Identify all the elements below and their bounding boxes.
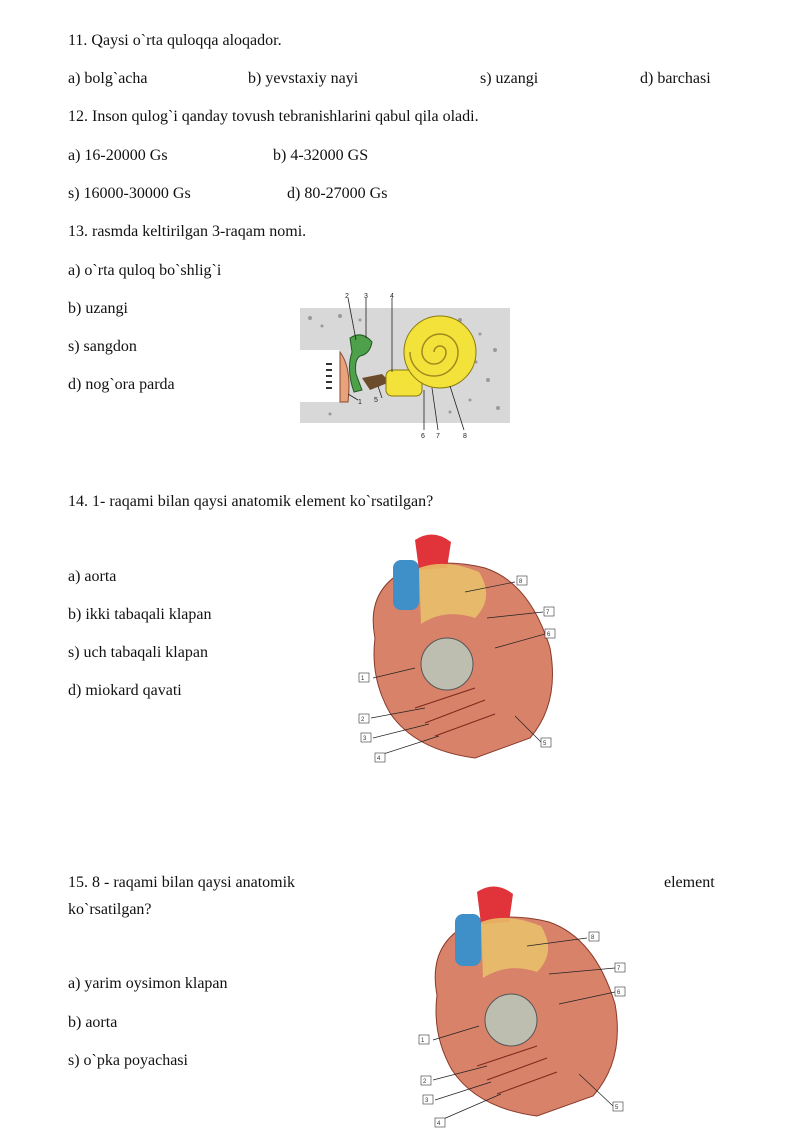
heart1-label-8: 8 <box>519 579 523 585</box>
ear-canal <box>300 350 340 402</box>
ear-label-6: 6 <box>421 433 425 440</box>
q13-option-a[interactable]: a) o`rta quloq bo`shlig`i <box>68 262 222 279</box>
q15-option-s[interactable]: s) o`pka poyachasi <box>68 1052 188 1069</box>
q11-question: 11. Qaysi o`rta quloqqa aloqador. <box>68 32 282 49</box>
heart1-label-3: 3 <box>363 736 367 742</box>
vena-cava <box>393 560 419 610</box>
q13-option-b[interactable]: b) uzangi <box>68 300 128 317</box>
heart-figure-q14 <box>355 528 565 768</box>
heart2-vena-cava <box>455 914 481 966</box>
ear-label-1: 1 <box>358 399 362 406</box>
q15-question-part2: element <box>664 874 715 891</box>
q13-option-s[interactable]: s) sangdon <box>68 338 137 355</box>
heart1-label-4: 4 <box>377 756 381 762</box>
q12-option-a[interactable]: a) 16-20000 Gs <box>68 147 168 164</box>
valve <box>421 638 473 690</box>
q14-question: 14. 1- raqami bilan qaysi anatomik element ko`rsatilgan? <box>68 493 434 510</box>
ear-label-3: 3 <box>364 293 368 300</box>
heart-figure-q15 <box>415 880 630 1130</box>
heart1-label-6: 6 <box>547 632 551 638</box>
heart2-valve <box>485 994 537 1046</box>
cochlea <box>404 316 476 388</box>
q14-option-b[interactable]: b) ikki tabaqali klapan <box>68 606 212 623</box>
ear-label-8: 8 <box>463 433 467 440</box>
q15-option-a[interactable]: a) yarim oysimon klapan <box>68 975 228 992</box>
heart2-label-7: 7 <box>617 966 621 972</box>
heart1-label-2: 2 <box>361 717 365 723</box>
heart1-label-5: 5 <box>543 741 547 747</box>
q12-option-s[interactable]: s) 16000-30000 Gs <box>68 185 191 202</box>
heart2-label-5: 5 <box>615 1105 619 1111</box>
ear-label-7: 7 <box>436 433 440 440</box>
q14-option-a[interactable]: a) aorta <box>68 568 117 585</box>
ear-anatomy-figure <box>300 290 510 440</box>
q14-option-s[interactable]: s) uch tabaqali klapan <box>68 644 208 661</box>
q15-question-part3: ko`rsatilgan? <box>68 901 152 918</box>
q15-question-part1: 15. 8 - raqami bilan qaysi anatomik <box>68 874 296 891</box>
q11-option-s[interactable]: s) uzangi <box>480 70 539 87</box>
q11-option-a[interactable]: a) bolg`acha <box>68 70 148 87</box>
ear-label-5: 5 <box>374 397 378 404</box>
q11-option-d[interactable]: d) barchasi <box>640 70 711 87</box>
heart1-label-1: 1 <box>361 676 365 682</box>
q15-option-b[interactable]: b) aorta <box>68 1014 118 1031</box>
heart2-label-6: 6 <box>617 990 621 996</box>
q12-option-b[interactable]: b) 4-32000 GS <box>273 147 369 164</box>
heart2-label-4: 4 <box>437 1121 441 1127</box>
ear-label-4: 4 <box>390 293 394 300</box>
q13-option-d[interactable]: d) nog`ora parda <box>68 376 175 393</box>
q14-option-d[interactable]: d) miokard qavati <box>68 682 182 699</box>
q12-question: 12. Inson qulog`i qanday tovush tebranishlarini qabul qila oladi. <box>68 108 479 125</box>
heart2-label-8: 8 <box>591 935 595 941</box>
heart1-label-7: 7 <box>546 610 550 616</box>
ear-label-2: 2 <box>345 293 349 300</box>
q12-option-d[interactable]: d) 80-27000 Gs <box>287 185 388 202</box>
heart2-label-1: 1 <box>421 1038 425 1044</box>
heart2-label-3: 3 <box>425 1098 429 1104</box>
q11-option-b[interactable]: b) yevstaxiy nayi <box>248 70 359 87</box>
heart2-label-2: 2 <box>423 1079 427 1085</box>
q13-question: 13. rasmda keltirilgan 3-raqam nomi. <box>68 223 307 240</box>
